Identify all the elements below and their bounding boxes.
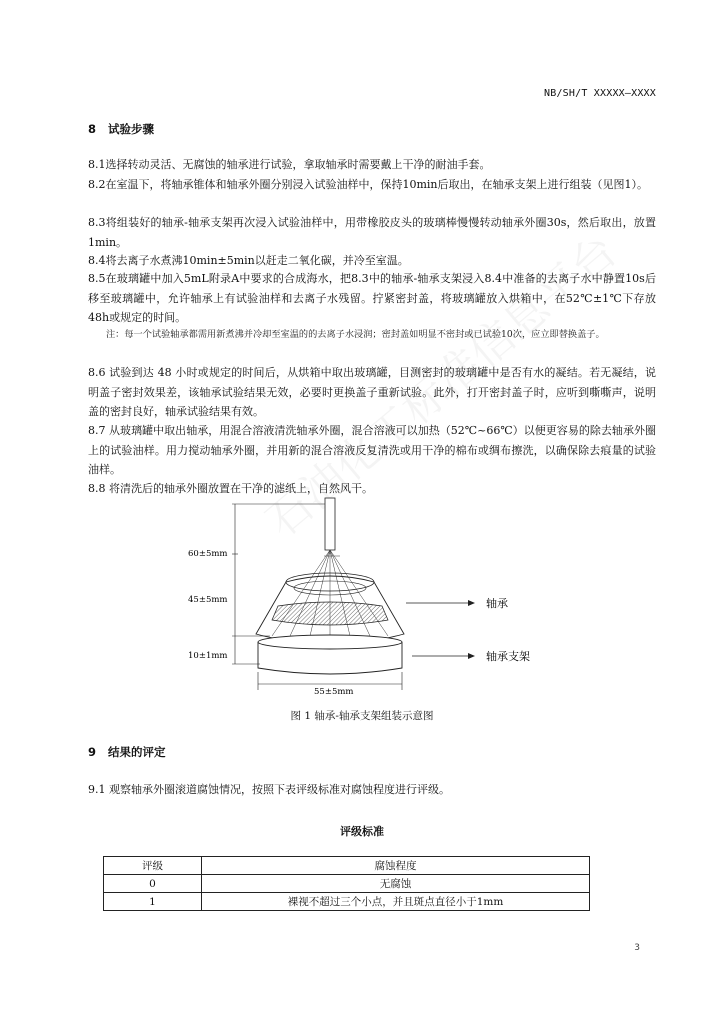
dim-label-width: 55±5mm xyxy=(314,687,354,697)
paragraph-8-5: 8.5在玻璃罐中加入5mL附录A中要求的合成海水，把8.3中的轴承-轴承支架浸入8.4中准备的去离子水中静置10s后移至玻璃罐中，允许轴承上有试验油样和去离子水残留。拧紧密封盖，将玻璃罐放入烘箱中，在52℃±1℃下存放48h或规定的时间。 xyxy=(88,272,656,324)
paragraph-8-2: 8.2在室温下，将轴承锥体和轴承外圈分别浸入试验油样中，保持10min后取出，在轴承支架上进行组装（见图1）。 xyxy=(88,178,649,191)
table-cell-grade: 1 xyxy=(104,893,202,911)
page-number: 3 xyxy=(634,943,640,953)
standard-code-header: NB/SH/T XXXXX—XXXX xyxy=(544,88,656,99)
section-number: 8 xyxy=(88,122,97,136)
dim-label-mid: 45±5mm xyxy=(188,595,228,605)
dim-label-top: 60±5mm xyxy=(188,549,228,559)
label-bearing: 轴承 xyxy=(486,597,508,610)
section-title: 结果的评定 xyxy=(108,745,166,759)
table-header-grade: 评级 xyxy=(104,857,202,875)
grading-table xyxy=(103,856,590,911)
paragraph-8-3: 8.3将组装好的轴承-轴承支架再次浸入试验油样中，用带橡胶皮头的玻璃棒慢慢转动轴承外圈30s，然后取出，放置1min。 xyxy=(88,216,656,249)
table-header-row xyxy=(104,857,590,875)
table-header-corrosion: 腐蚀程度 xyxy=(202,857,590,875)
paragraph-8-1: 8.1选择转动灵活、无腐蚀的轴承进行试验，拿取轴承时需要戴上干净的耐油手套。 xyxy=(88,158,491,171)
note-text: 注：每一个试验轴承都需用新煮沸并冷却至室温的的去离子水浸润；密封盖如明显不密封或已试验10次，应立即替换盖子。 xyxy=(106,329,605,340)
rod xyxy=(325,498,335,550)
section-9-heading xyxy=(88,744,166,760)
paragraph-8-4: 8.4将去离子水煮沸10min±5min以赶走二氧化碳，并冷至室温。 xyxy=(88,254,409,267)
section-title: 试验步骤 xyxy=(108,122,154,136)
arrow-holder-head xyxy=(468,653,475,659)
paragraph-8-7: 8.7 从玻璃罐中取出轴承，用混合溶液清洗轴承外圈，混合溶液可以加热（52℃~66℃）以便更容易的除去轴承外圈上的试验油样。用力搅动轴承外圈，并用新的混合溶液反复清洗或用干净的棉布或绸布擦洗，以确保除去痕量的试验油样。 xyxy=(88,424,656,476)
table-cell-corrosion: 无腐蚀 xyxy=(202,875,590,893)
section-number: 9 xyxy=(88,745,97,759)
table-cell-corrosion: 裸视不超过三个小点，并且斑点直径小于1mm xyxy=(202,893,590,911)
holder-top xyxy=(258,635,402,649)
section-8-heading xyxy=(88,121,154,137)
bearing-assembly-figure xyxy=(180,496,600,700)
note-paragraph xyxy=(88,326,656,344)
bearing-rollers xyxy=(272,602,388,625)
paragraph-9-1: 9.1 观察轴承外圈滚道腐蚀情况，按照下表评级标准对腐蚀程度进行评级。 xyxy=(88,783,450,796)
figure-caption: 图 1 轴承-轴承支架组装示意图 xyxy=(290,710,434,722)
table-row xyxy=(104,893,590,911)
table-row xyxy=(104,875,590,893)
paragraph-8-6: 8.6 试验到达 48 小时或规定的时间后，从烘箱中取出玻璃罐，目测密封的玻璃罐中是否有水的凝结。若无凝结，说明盖子密封效果差，该轴承试验结果无效，必要时更换盖子重新试验。此外，打开密封盖子时，应听到嘶嘶声，说明盖的密封良好，轴承试验结果有效。 xyxy=(88,366,656,418)
table-cell-grade: 0 xyxy=(104,875,202,893)
paragraph-8-8: 8.8 将清洗后的轴承外圈放置在干净的滤纸上，自然风干。 xyxy=(88,482,373,495)
dim-label-low: 10±1mm xyxy=(188,651,228,661)
table-title: 评级标准 xyxy=(340,825,384,838)
label-holder: 轴承支架 xyxy=(486,650,530,663)
arrow-bearing-head xyxy=(468,600,475,606)
